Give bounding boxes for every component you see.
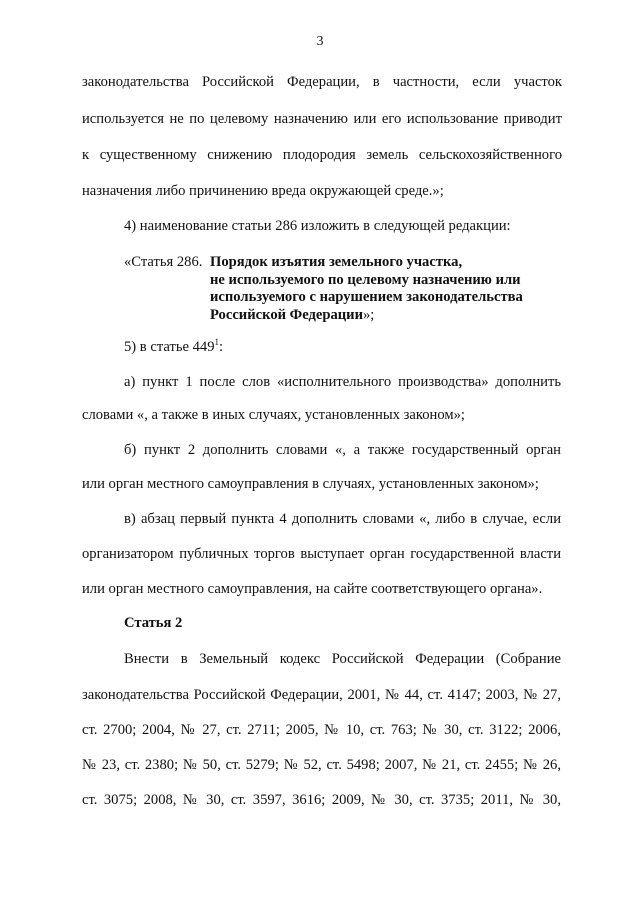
subitem-b-line: б) пункт 2 дополнить словами «, а также государственный орган bbox=[124, 442, 561, 458]
page-number: 3 bbox=[316, 34, 324, 49]
article-2-line: законодательства Российской Федерации, 2001, № 44, ст. 4147; 2003, № 27, bbox=[82, 687, 561, 703]
subitem-a-line: а) пункт 1 после слов «исполнительного производства» дополнить bbox=[124, 374, 561, 390]
list-item-5-text: 5) в статье 449 bbox=[124, 339, 215, 355]
list-item-5-end: : bbox=[219, 339, 224, 355]
paragraph-line: используется не по целевому назначению или его использование приводит bbox=[82, 111, 562, 127]
article-2-line: ст. 3075; 2008, № 30, ст. 3597, 3616; 2009, № 30, ст. 3735; 2011, № 30, bbox=[82, 792, 561, 808]
subitem-a-line: словами «, а также в иных случаях, установленных законом»; bbox=[82, 407, 465, 423]
list-item-5 bbox=[124, 338, 223, 356]
list-item-4: 4) наименование статьи 286 изложить в следующей редакции: bbox=[124, 218, 511, 234]
paragraph-line: назначения либо причинению вреда окружающей среде.»; bbox=[82, 183, 444, 199]
subitem-c-line: организатором публичных торгов выступает орган государственной власти bbox=[82, 546, 561, 562]
subitem-c-line: в) абзац первый пункта 4 дополнить словами «, либо в случае, если bbox=[124, 511, 561, 527]
article-286-title-line: не используемого по целевому назначению или bbox=[210, 272, 521, 288]
article-2-line: Внести в Земельный кодекс Российской Федерации (Собрание bbox=[124, 651, 561, 667]
article-286-title-last: Российской Федерации bbox=[210, 307, 363, 323]
article-286-title-line: Порядок изъятия земельного участка, bbox=[210, 254, 463, 270]
list-item-5-sup: 1 bbox=[214, 337, 220, 348]
paragraph-line: к существенному снижению плодородия земель сельскохозяйственного bbox=[82, 147, 562, 163]
article-2-line: ст. 2700; 2004, № 27, ст. 2711; 2005, № 10, ст. 763; № 30, ст. 3122; 2006, bbox=[82, 722, 561, 738]
article-2-line: № 23, ст. 2380; № 50, ст. 5279; № 52, ст. 5498; 2007, № 21, ст. 2455; № 26, bbox=[82, 757, 561, 773]
article-286-title-end: »; bbox=[363, 307, 375, 323]
subitem-b-line: или орган местного самоуправления в случаях, установленных законом»; bbox=[82, 476, 539, 492]
article-2-heading: Статья 2 bbox=[124, 615, 183, 631]
article-286-title-line: используемого с нарушением законодательства bbox=[210, 289, 523, 305]
article-286-label: «Статья 286. bbox=[124, 254, 203, 270]
paragraph-line: законодательства Российской Федерации, в частности, если участок bbox=[82, 74, 562, 90]
subitem-c-line: или орган местного самоуправления, на сайте соответствующего органа». bbox=[82, 581, 543, 597]
article-286-title-last-line bbox=[210, 306, 374, 324]
